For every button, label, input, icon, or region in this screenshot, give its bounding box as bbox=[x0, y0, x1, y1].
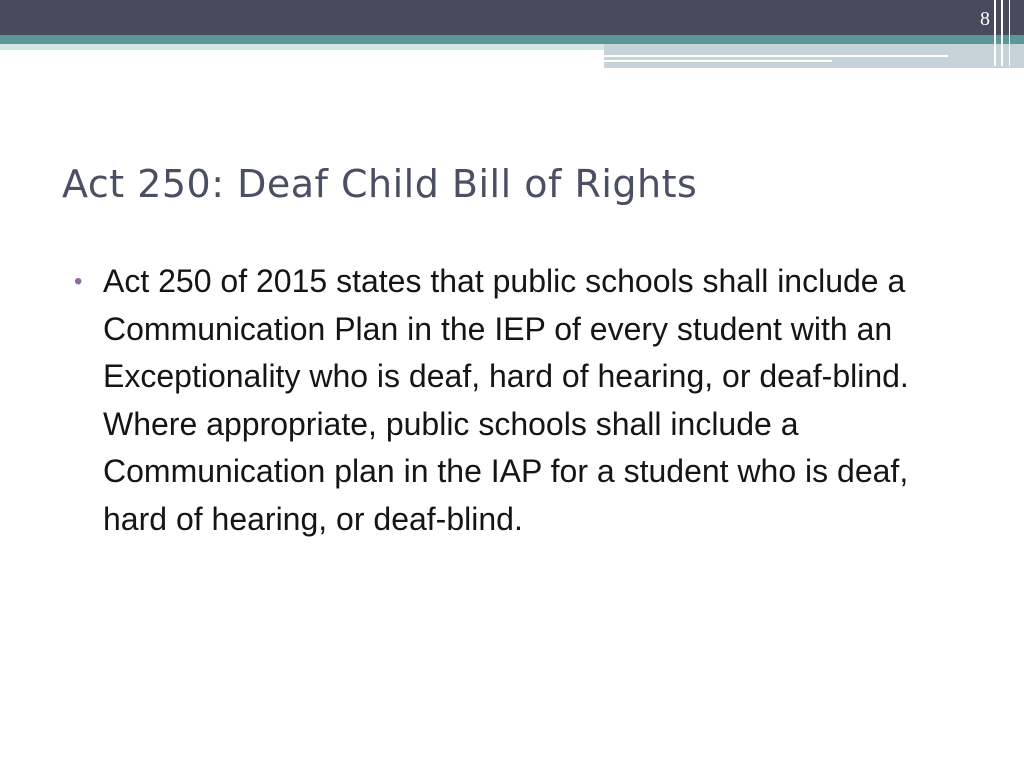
page-number: 8 bbox=[980, 8, 990, 30]
header-band bbox=[0, 0, 1024, 35]
bullet-item bbox=[70, 258, 950, 543]
slide-title: Act 250: Deaf Child Bill of Rights bbox=[62, 162, 698, 206]
header-accent-stripe bbox=[0, 35, 1024, 44]
slide-body bbox=[70, 258, 950, 543]
header-light-stripe bbox=[0, 44, 604, 50]
shelf-divider-line bbox=[604, 60, 832, 62]
header-vertical-line bbox=[1009, 0, 1010, 66]
shelf-divider-line bbox=[604, 55, 948, 57]
bullet-text: Act 250 of 2015 states that public schools shall include a Communication Plan in the IEP of every student with an Exceptionality who is deaf, hard of hearing, or deaf-blind. Where appropriate, public schools shall include a Communication plan in the IAP for a student who is deaf, hard of hearing, or deaf-blind. bbox=[103, 263, 909, 537]
bullet-marker-icon: • bbox=[74, 268, 83, 295]
header-vertical-line bbox=[1001, 0, 1003, 66]
header-vertical-line bbox=[994, 0, 996, 66]
